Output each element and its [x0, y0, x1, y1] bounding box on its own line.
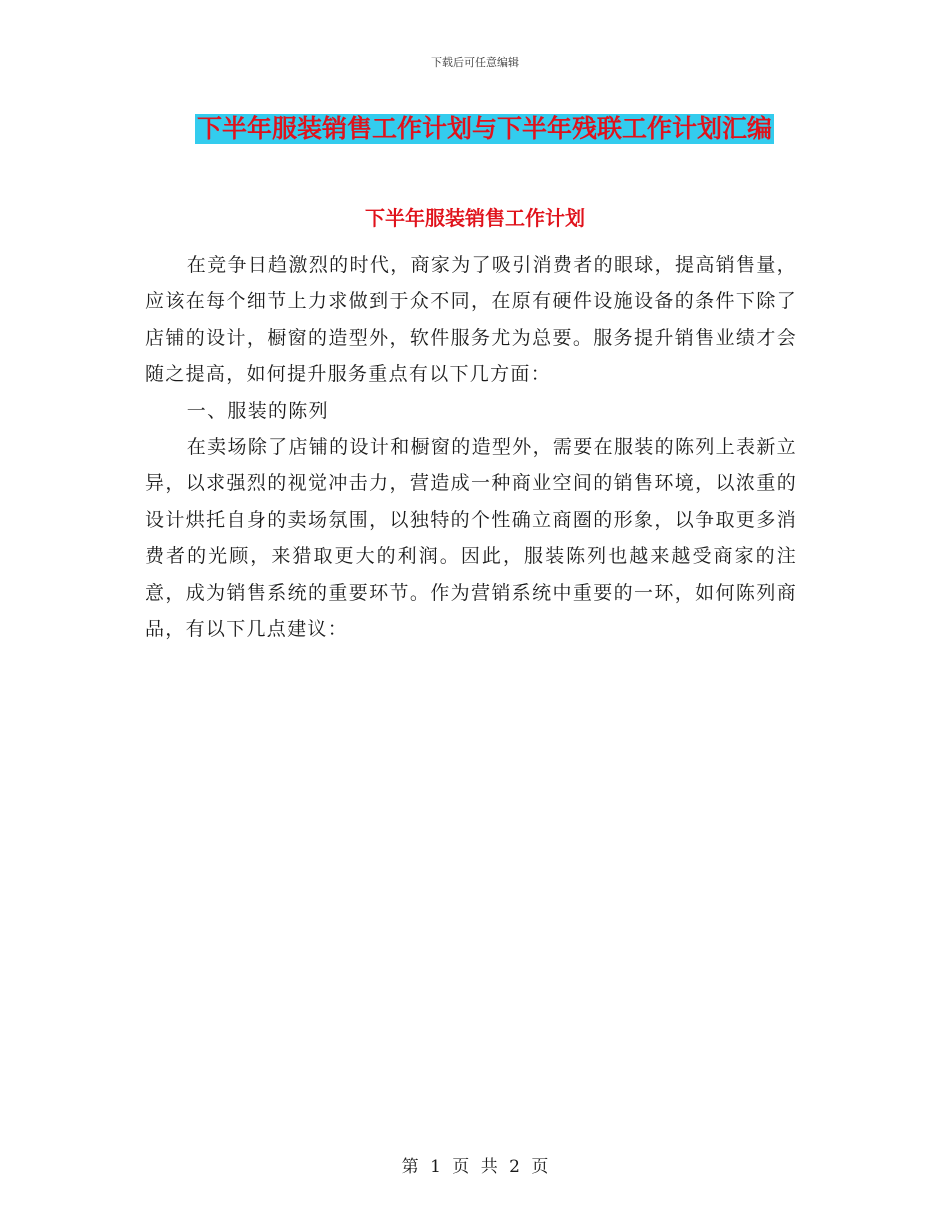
body-paragraph: 在竞争日趋激烈的时代，商家为了吸引消费者的眼球，提高销售量，应该在每个细节上力求做到于众不同，在原有硬件设施设备的条件下除了店铺的设计，橱窗的造型外，软件服务尤为总要。服务提升销售业绩才会随之提高，如何提升服务重点有以下几方面：	[145, 254, 797, 386]
document-title: 下半年服装销售工作计划与下半年残联工作计划汇编	[197, 114, 773, 143]
page-header-note: 下载后可任意编辑	[431, 56, 519, 69]
body-heading: 一、服装的陈列	[186, 399, 329, 422]
document-body	[145, 247, 797, 647]
section-title: 下半年服装销售工作计划	[365, 206, 585, 230]
page-number-footer: 第 1 页 共 2 页	[401, 1157, 549, 1177]
body-paragraph: 在卖场除了店铺的设计和橱窗的造型外，需要在服装的陈列上表新立异，以求强烈的视觉冲击力，营造成一种商业空间的销售环境，以浓重的设计烘托自身的卖场氛围，以独特的个性确立商圈的形象，以争取更多消费者的光顾，来猎取更大的利润。因此，服装陈列也越来越受商家的注意，成为销售系统的重要环节。作为营销系统中重要的一环，如何陈列商品，有以下几点建议：	[145, 436, 797, 641]
